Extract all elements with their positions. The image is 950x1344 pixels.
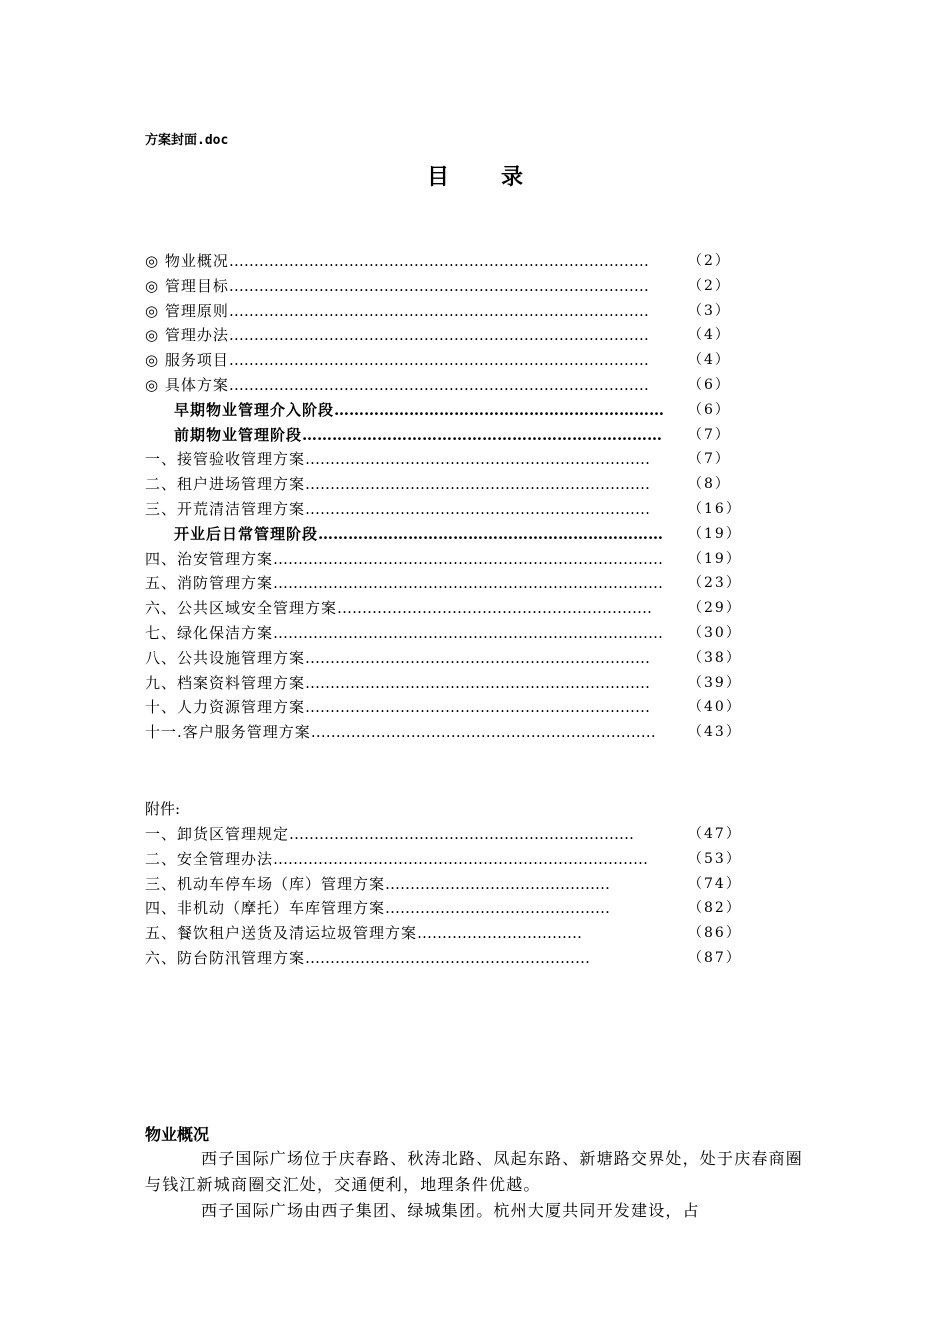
toc-entry	[145, 547, 742, 572]
toc-entry	[145, 646, 742, 671]
toc-page-number: （2）	[688, 277, 731, 294]
toc-leader-dots: ……………………………………………………………	[289, 825, 635, 843]
toc-entry-text: 三、开荒清洁管理方案	[145, 499, 306, 518]
toc-entry-text: 四、治安管理方案	[145, 549, 274, 568]
toc-entry-label	[174, 423, 662, 448]
toc-leader-dots: …………………………………………………………………………	[228, 252, 649, 270]
toc-entry-text: 二、租户进场管理方案	[145, 475, 306, 494]
toc-entry-label	[145, 695, 650, 720]
toc-entry-text: 四、非机动（摩托）车库管理方案	[145, 899, 386, 918]
toc-leader-dots: ……………………………………………………………………	[273, 574, 664, 593]
toc-entry-label	[145, 547, 663, 572]
toc-entry-text: 九、档案资料管理方案	[145, 673, 306, 692]
toc-entry	[145, 348, 731, 373]
toc-entry-label	[145, 571, 663, 596]
toc-entry	[145, 596, 742, 621]
toc-page-number: （30）	[688, 624, 742, 641]
toc-entry-label	[174, 398, 664, 423]
toc-entry-text: 十、人力资源管理方案	[145, 698, 306, 717]
toc-leader-dots: ……………………………	[417, 924, 583, 943]
toc-entry-text: 前期物业管理阶段	[174, 425, 303, 444]
toc-entry-label	[145, 946, 590, 971]
toc-entry-label	[145, 497, 650, 522]
toc-entry	[145, 423, 731, 448]
toc-page-number: （29）	[688, 600, 742, 617]
toc-page-number: （74）	[688, 875, 742, 892]
toc-entry-label	[145, 249, 649, 274]
toc-leader-dots: ……………………………………………………………	[305, 673, 651, 692]
toc-title: 目录	[426, 164, 575, 190]
toc-entry	[145, 373, 731, 398]
toc-entry-text: 十一.客户服务管理方案	[145, 723, 311, 742]
toc-entry	[145, 896, 742, 921]
toc-leader-dots: …………………………………………………………………………	[228, 276, 649, 295]
toc-entry	[145, 872, 742, 897]
toc-entry-label	[145, 348, 649, 373]
toc-entry	[145, 571, 742, 596]
toc-page-number: （6）	[688, 401, 731, 418]
toc-page-number: （16）	[688, 500, 742, 517]
toc-entry	[145, 522, 742, 547]
toc-entry-label	[145, 472, 650, 497]
toc-entry	[145, 299, 731, 324]
toc-page-number: （47）	[688, 826, 742, 842]
toc-page-number: （8）	[688, 476, 731, 493]
toc-entry-text: 开业后日常管理阶段	[174, 524, 319, 543]
toc-leader-dots: …………………………………………………………………………	[228, 351, 649, 370]
toc-entry-text: 六、公共区域安全管理方案	[145, 599, 338, 618]
toc-leader-dots: ……………………………………………………………	[305, 499, 651, 518]
toc-entry-text: 早期物业管理介入阶段	[174, 400, 335, 419]
appendix-list	[145, 822, 742, 971]
toc-leader-dots: ………………………………………………………………	[302, 425, 663, 444]
toc-entry-text: 五、消防管理方案	[145, 574, 274, 593]
toc-entry-label	[145, 274, 649, 299]
body-paragraph: 西子国际广场位于庆春路、秋涛北路、凤起东路、新塘路交界处，处于庆春商圈与钱江新城商圈交汇处，交通便利，地理条件优越。	[145, 1149, 804, 1194]
toc-page-number: （23）	[688, 575, 742, 592]
toc-page-number: （4）	[688, 327, 731, 344]
body-paragraph: 西子国际广场由西子集团、绿城集团。杭州大厦共同开发建设，占	[201, 1201, 700, 1220]
toc-page-number: （43）	[688, 724, 742, 741]
toc-entry-label	[145, 872, 610, 897]
toc-entry-text: 七、绿化保洁方案	[145, 623, 274, 642]
toc-page-number: （6）	[688, 376, 731, 393]
appendix-label: 附件:	[145, 800, 181, 818]
section-heading: 物业概况	[145, 1125, 210, 1144]
toc-entry	[145, 323, 731, 348]
document-filename: 方案封面.doc	[145, 133, 229, 148]
toc-entry	[145, 822, 742, 847]
toc-entry-label	[145, 447, 650, 472]
toc-entry-label	[145, 921, 582, 946]
toc-leader-dots: ……………………………………………………………	[310, 723, 656, 742]
toc-leader-dots: ………………………………………	[385, 874, 611, 893]
toc-entry-label	[145, 646, 650, 671]
toc-leader-dots: …………………………………………………………	[334, 400, 665, 419]
toc-entry-text: 五、餐饮租户送货及清运垃圾管理方案	[145, 924, 418, 943]
toc-leader-dots: ………………………………………………………	[337, 599, 653, 618]
toc-leader-dots: ……………………………………………………………	[305, 475, 651, 494]
toc-entry	[145, 946, 742, 971]
toc-leader-dots: …………………………………………………………………	[273, 849, 649, 868]
toc-page-number: （19）	[688, 550, 742, 567]
toc-entry	[145, 447, 731, 472]
toc-entry-text: 一、卸货区管理规定	[145, 825, 290, 843]
toc-page-number: （2）	[688, 253, 731, 269]
toc-entry-text: 八、公共设施管理方案	[145, 648, 306, 667]
toc-page-number: （40）	[688, 699, 742, 716]
toc-leader-dots: ……………………………………………………………	[318, 524, 664, 543]
toc-entry	[145, 472, 731, 497]
toc-entry	[145, 720, 742, 745]
table-of-contents	[145, 249, 742, 745]
section-body	[145, 1146, 810, 1224]
toc-entry-text: ◎ 服务项目	[145, 351, 229, 370]
toc-entry-text: ◎ 管理原则	[145, 301, 229, 320]
toc-leader-dots: ……………………………………………………………………	[273, 549, 664, 568]
toc-entry	[145, 671, 742, 696]
toc-page-number: （4）	[688, 352, 731, 369]
toc-entry	[145, 249, 731, 274]
toc-entry	[145, 621, 742, 646]
toc-leader-dots: ……………………………………………………………	[305, 698, 651, 717]
toc-entry-text: ◎ 物业概况	[145, 252, 229, 270]
toc-entry-text: 三、机动车停车场（库）管理方案	[145, 874, 386, 893]
toc-entry-label	[145, 847, 648, 872]
toc-entry-label	[145, 822, 634, 847]
toc-entry-label	[145, 299, 649, 324]
toc-entry	[145, 497, 742, 522]
toc-entry-text: 一、接管验收管理方案	[145, 450, 306, 469]
toc-entry	[145, 847, 742, 872]
toc-leader-dots: ……………………………………………………………	[305, 450, 651, 469]
toc-page-number: （82）	[688, 900, 742, 917]
toc-entry-label	[145, 720, 656, 745]
toc-leader-dots: ……………………………………………………………	[305, 648, 651, 667]
toc-page-number: （53）	[688, 850, 742, 867]
toc-entry-label	[145, 373, 649, 398]
toc-leader-dots: …………………………………………………………………………	[228, 375, 649, 394]
toc-page-number: （38）	[688, 649, 742, 666]
toc-leader-dots: ……………………………………………………………………	[273, 623, 664, 642]
toc-page-number: （7）	[688, 451, 731, 468]
toc-entry-label	[145, 323, 649, 348]
toc-entry-label	[174, 522, 663, 547]
toc-page-number: （7）	[688, 426, 731, 443]
toc-entry	[145, 921, 742, 946]
toc-page-number: （86）	[688, 925, 742, 942]
toc-leader-dots: …………………………………………………………………………	[228, 301, 649, 320]
toc-entry-label	[145, 896, 610, 921]
toc-page-number: （3）	[688, 302, 731, 319]
toc-entry	[145, 274, 731, 299]
toc-entry-text: ◎ 具体方案	[145, 375, 229, 394]
toc-entry-label	[145, 621, 663, 646]
toc-entry-label	[145, 671, 650, 696]
toc-page-number: （39）	[688, 674, 742, 691]
toc-page-number: （19）	[688, 525, 742, 542]
toc-entry	[145, 398, 731, 423]
toc-page-number: （87）	[688, 949, 742, 966]
toc-entry	[145, 695, 742, 720]
toc-entry-text: ◎ 管理目标	[145, 276, 229, 295]
toc-leader-dots: …………………………………………………	[305, 948, 591, 967]
toc-leader-dots: ………………………………………	[385, 899, 611, 918]
toc-leader-dots: …………………………………………………………………………	[228, 326, 649, 345]
toc-entry-label	[145, 596, 652, 621]
toc-entry-text: 二、安全管理办法	[145, 849, 274, 868]
toc-entry-text: ◎ 管理办法	[145, 326, 229, 345]
toc-entry-text: 六、防台防汛管理方案	[145, 948, 306, 967]
